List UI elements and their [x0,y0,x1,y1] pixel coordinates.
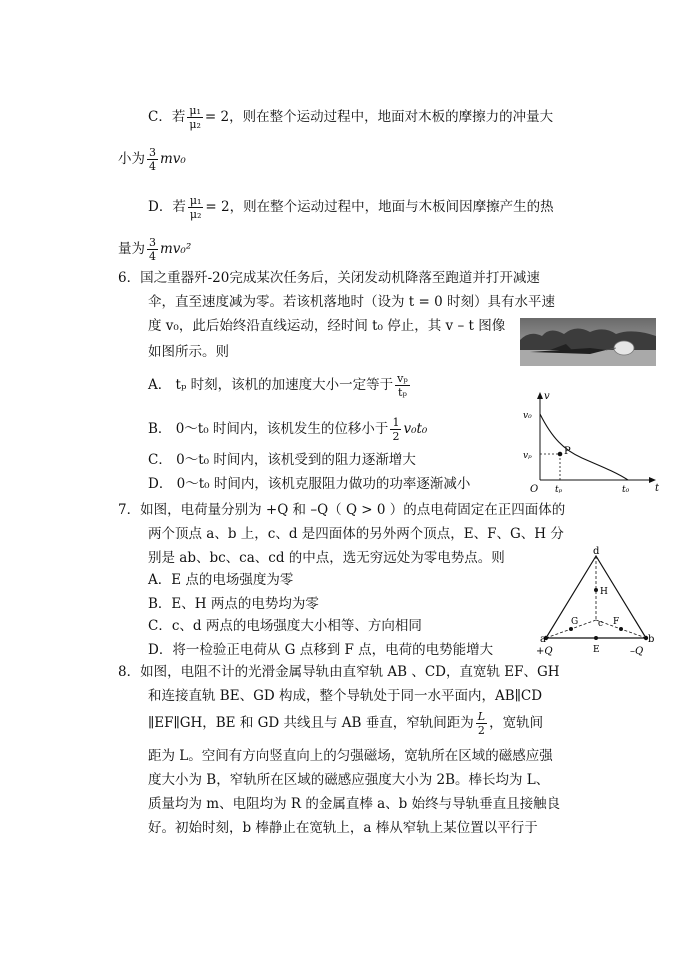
q7-option-a: A．E 点的电场强度为零 [148,572,294,588]
q6-option-a: A． tₚ 时刻，该机的加速度大小一定等于 $\frac{\text{vₚ}}{\text{tₚ}}$ [148,372,408,399]
origin-label: O [530,484,539,495]
vertex-d-label: d [593,546,600,557]
point-f-label: F [613,617,620,627]
mu-ratio-fraction: $\frac{\text{μ₁}}{\text{μ₂}}$ [189,104,201,131]
q7-stem-line2: 两个顶点 a、b 上，c、d 是四面体的另外两个顶点，E、F、G、H 分 [148,526,564,542]
point-h-label: H [600,587,608,597]
tp-label: tₚ [555,485,563,495]
q7-stem-line3: 别是 ab、bc、ca、cd 的中点，选无穷远处为零电势点。则 [148,550,505,566]
velocity-curve [540,414,628,480]
point-e-label: E [593,645,600,655]
vertex-a-label: a [540,634,546,645]
q5-option-c-line2: 小为 $\frac{3}{4}$ mv₀ [118,146,186,173]
v0-label: v₀ [523,411,532,421]
q6-stem-line4: 如图所示。则 [148,344,229,360]
t-axis-label: t [655,483,660,494]
q5-option-d-line2: 量为 $\frac{3}{4}$ mv₀² [118,236,192,263]
q6-option-c: C． 0～t₀ 时间内，该机受到的阻力逐渐增大 [148,452,416,468]
point-p-label: P [564,446,571,457]
vertex-c-label: c [598,619,604,629]
q8-stem-line6: 质量均为 m、电阻均为 R 的金属直棒 a、b 始终与导轨垂直且接触良 [148,796,561,812]
q7-stem-line1: 7．如图，电荷量分别为 +Q 和 –Q（ Q > 0 ）的点电荷固定在正四面体的 [118,502,566,518]
q7-option-b: B．E、H 两点的电势均为零 [148,596,319,612]
jet-landing-photo [520,318,656,366]
q7-option-d: D．将一检验正电荷从 G 点移到 F 点，电荷的电势能增大 [148,642,494,658]
q6-stem-line3: 度 v₀，此后始终沿直线运动，经时间 t₀ 停止，其 v – t 图像 [148,318,506,334]
mu-ratio-fraction: $\frac{\text{μ₁}}{\text{μ₂}}$ [189,194,202,221]
v-axis-label: v [544,391,550,402]
q8-stem-line4: 距为 L。空间有方向竖直向上的匀强磁场，宽轨所在区域的磁感应强 [148,748,553,764]
v-t-graph [518,388,662,496]
half-fraction: $\frac{1}{2}$ [392,416,400,443]
vertex-b-label: b [648,634,655,645]
q5-option-d: D．若 $\frac{\text{μ₁}}{\text{μ₂}}$ = 2，则在整个运动过程中，地面与木板间因摩擦产生的热 [148,194,554,221]
vp-label: vₚ [523,451,532,461]
three-quarter-fraction: $\frac{3}{4}$ [149,146,156,173]
q6-stem-line1: 6．国之重器歼-20完成某次任务后，关闭发动机降落至跑道并打开减速 [118,270,540,286]
three-quarter-fraction: $\frac{3}{4}$ [149,236,156,263]
tetrahedron-figure [534,544,656,660]
q8-stem-line1: 8．如图，电阻不计的光滑金属导轨由直窄轨 AB 、CD，直宽轨 EF、GH [118,664,560,680]
q6-stem-line2: 伞，直至速度减为零。若该机落地时（设为 t = 0 时刻）具有水平速 [148,294,555,310]
q8-stem-line2: 和连接直轨 BE、GD 构成，整个导轨处于同一水平面内，AB∥CD [148,688,543,704]
point-p-marker [558,452,563,457]
q8-stem-line3: ∥EF∥GH，BE 和 GD 共线且与 AB 垂直，窄轨间距为 $\frac{L}{2}$ ，宽轨间 [148,710,544,737]
q8-stem-line7: 好。初始时刻，b 棒静止在宽轨上，a 棒从窄轨上某位置以平行于 [148,820,538,836]
vp-over-tp-fraction: $\frac{\text{vₚ}}{\text{tₚ}}$ [397,372,408,399]
q7-option-c: C．c、d 两点的电场强度大小相等、方向相同 [148,618,422,634]
q5-option-c: C．若 $\frac{\text{μ₁}}{\text{μ₂}}$ = 2，则在整个运动过程中，地面对木板的摩擦力的冲量大 [148,104,554,131]
t0-label: t₀ [622,485,630,495]
q6-option-d: D． 0～t₀ 时间内，该机克服阻力做功的功率逐渐减小 [148,476,471,492]
q6-option-b: B． 0～t₀ 时间内，该机发生的位移小于 $\frac{1}{2}$ v₀t₀ [148,416,428,443]
l-over-2-fraction: $\frac{L}{2}$ [477,710,486,737]
plus-q-label: +Q [536,646,553,657]
minus-q-label: –Q [630,646,644,657]
point-g-label: G [571,617,579,627]
q8-stem-line5: 度大小为 B，窄轨所在区域的磁感应强度大小为 2B。棒长均为 L、 [148,772,550,788]
